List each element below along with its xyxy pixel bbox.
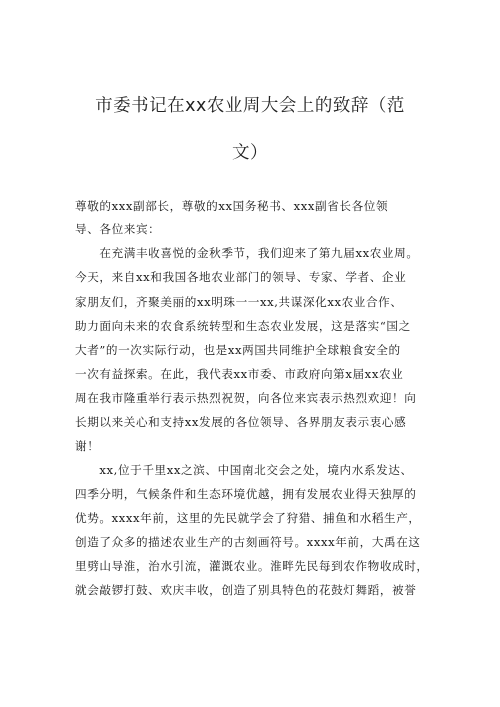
body-line: 优势。xxxx年前，这里的先民就学会了狩猎、捕鱼和水稻生产，	[75, 511, 421, 525]
body-line: 家朋友们，齐聚美丽的xx明珠一一xx,共谋深化xx农业合作、	[75, 295, 403, 309]
body-line: 长期以来关心和支持xx发展的各位领导、各界朋友表示衷心感	[75, 415, 407, 429]
body-line: 大者”的一次实际行动，也是xx两国共同维护全球粮食安全的	[75, 343, 401, 357]
body-line: 谢！	[75, 439, 100, 453]
body-line: 尊敬的xxx副部长，尊敬的xx国务秘书、xxx副省长各位领	[75, 199, 389, 213]
body-line: 里劈山导淮，治水引流，灌溉农业。淮畔先民每到农作物收成时，	[75, 559, 429, 573]
body-line: 周在我市隆重举行表示热烈祝贺，向各位来宾表示热烈欢迎！向	[75, 391, 417, 405]
body-line: 就会敲锣打鼓、欢庆丰收，创造了别具特色的花鼓灯舞蹈，被誉	[75, 583, 417, 597]
body-line: 四季分明，气候条件和生态环境优越，拥有发展农业得天独厚的	[75, 487, 417, 501]
body-line: 创造了众多的描述农业生产的古刻画符号。xxxx年前，大禹在这	[75, 535, 421, 549]
body-line: 在充满丰收喜悦的金秋季节，我们迎来了第九届xx农业周。	[75, 246, 419, 260]
body-line: 导、各位来宾：	[75, 222, 161, 236]
body-line: 今天，来自xx和我国各地农业部门的领导、专家、学者、企业	[75, 270, 407, 284]
body-line: 助力面向未来的农食系统转型和生态农业发展，这是落实“国之	[75, 319, 411, 333]
document-title-line-1: 市委书记在xx农业周大会上的致辞（范	[95, 96, 405, 116]
body-line: 一次有益探索。在此，我代表xx市委、市政府向第x届xx农业	[75, 367, 404, 381]
body-line: xx,位于千里xx之滨、中国南北交会之处，境内水系发达、	[75, 463, 413, 477]
document-title-line-2: 文）	[232, 143, 268, 163]
